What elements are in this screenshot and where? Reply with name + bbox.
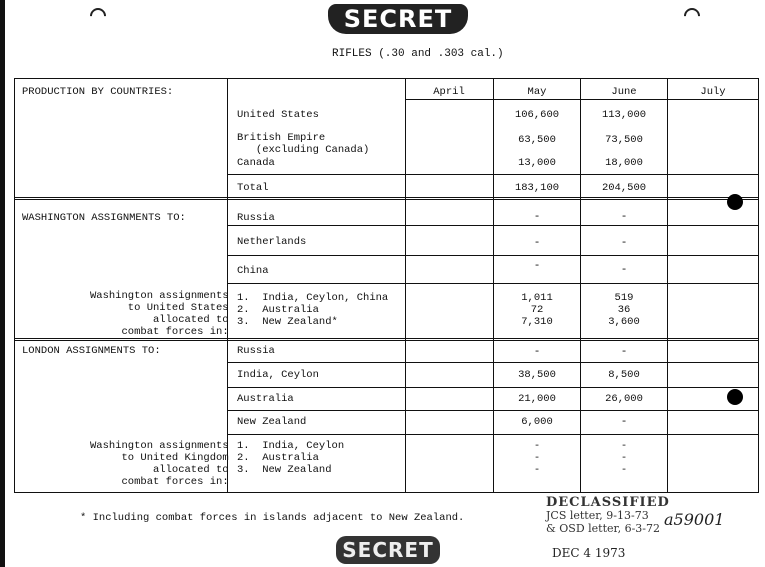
cell-may: - — [533, 346, 541, 358]
cell-june: - — [620, 211, 628, 223]
row-label: Australia — [237, 393, 294, 405]
cell-may: 106,600 — [514, 109, 560, 121]
row-label: British Empire (excluding Canada) — [237, 132, 370, 156]
cell-may: 38,500 — [518, 369, 556, 381]
col-divider — [405, 78, 406, 493]
row-label: China — [237, 265, 269, 277]
cell-june: - — [620, 346, 628, 358]
row-rule — [227, 362, 759, 363]
cell-may: - — [533, 211, 541, 223]
column-header-july: July — [700, 86, 726, 98]
secret-stamp-top: SECRET — [328, 4, 468, 34]
binder-hole-mark — [727, 389, 743, 405]
row-label: United States — [237, 109, 319, 121]
row-rule — [227, 410, 759, 411]
column-header-april: April — [433, 86, 465, 98]
london-sub-items: 1. India, Ceylon 2. Australia 3. New Zealand — [237, 440, 345, 476]
row-label: Russia — [237, 345, 275, 357]
document-title: RIFLES (.30 and .303 cal.) — [332, 48, 504, 60]
declassified-label: DECLASSIFIED — [546, 495, 670, 510]
section-heading-production: PRODUCTION BY COUNTRIES: — [22, 86, 174, 98]
declassified-authority-2: & OSD letter, 6-3-72 — [546, 522, 661, 535]
cell-may: - — [533, 237, 541, 249]
punch-hole-right — [681, 5, 704, 28]
cell-may: 63,500 — [518, 134, 556, 146]
cell-june: - — [620, 264, 628, 276]
binder-hole-mark — [727, 194, 743, 210]
cell-may: 21,000 — [518, 393, 556, 405]
row-label: India, Ceylon — [237, 369, 319, 381]
washington-sub-caption: Washington assignments to United States allocated to combat forces in: — [90, 290, 229, 338]
row-rule — [227, 174, 759, 175]
col-divider — [227, 78, 228, 493]
cell-june: - — [620, 416, 628, 428]
cell-june: 8,500 — [608, 369, 640, 381]
london-sub-caption: Washington assignments to United Kingdom allocated to combat forces in: — [90, 440, 229, 488]
section-heading-london: LONDON ASSIGNMENTS TO: — [22, 345, 161, 357]
cell-june: 18,000 — [605, 157, 643, 169]
col-divider — [667, 78, 668, 493]
washington-sub-items: 1. India, Ceylon, China 2. Australia 3. New Zealand* — [237, 292, 389, 328]
london-sub-may: - - - — [533, 440, 541, 476]
row-rule — [227, 283, 759, 284]
row-rule — [227, 387, 759, 388]
cell-june: 204,500 — [601, 182, 647, 194]
row-label: Netherlands — [237, 236, 307, 248]
cell-june: 113,000 — [601, 109, 647, 121]
row-label: Russia — [237, 212, 275, 224]
handwritten-number: a59001 — [664, 510, 725, 529]
cell-june: - — [620, 237, 628, 249]
declassified-authority-1: JCS letter, 9-13-73 — [546, 509, 649, 522]
page-edge — [0, 0, 5, 567]
date-stamp: DEC 4 1973 — [552, 546, 626, 560]
row-rule — [227, 225, 759, 226]
section-rule — [14, 197, 759, 200]
washington-sub-june: 519 36 3,600 — [608, 292, 640, 328]
cell-may: 13,000 — [518, 157, 556, 169]
col-divider — [493, 78, 494, 493]
section-rule — [14, 338, 759, 341]
col-divider — [580, 78, 581, 493]
cell-june: 73,500 — [605, 134, 643, 146]
declassified-stamp — [546, 496, 670, 535]
secret-stamp-bottom: SECRET — [336, 536, 440, 564]
cell-june: 26,000 — [605, 393, 643, 405]
row-label-total: Total — [237, 182, 269, 194]
washington-sub-may: 1,011 72 7,310 — [521, 292, 553, 328]
column-header-june: June — [611, 86, 637, 98]
cell-may: - — [533, 260, 541, 272]
punch-hole-left — [87, 5, 110, 28]
row-label: New Zealand — [237, 416, 307, 428]
row-rule — [227, 434, 759, 435]
column-header-may: May — [527, 86, 547, 98]
section-heading-washington: WASHINGTON ASSIGNMENTS TO: — [22, 212, 186, 224]
row-rule — [227, 255, 759, 256]
header-rule — [405, 99, 759, 100]
london-sub-june: - - - — [620, 440, 628, 476]
cell-may: 183,100 — [514, 182, 560, 194]
footnote: * Including combat forces in islands adjacent to New Zealand. — [80, 512, 465, 524]
row-label: Canada — [237, 157, 275, 169]
cell-may: 6,000 — [521, 416, 553, 428]
